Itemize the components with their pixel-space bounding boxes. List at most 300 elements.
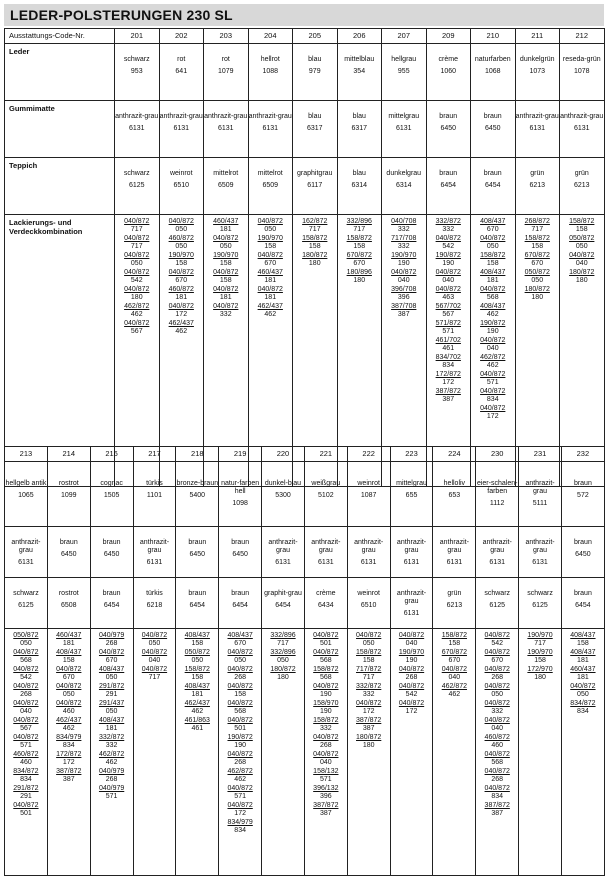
material-cell-content xyxy=(305,527,347,567)
paint-code: 040/979 xyxy=(98,632,125,639)
paint-combo xyxy=(519,649,561,665)
paint-code: 040/872 xyxy=(13,717,39,724)
material-cell-content xyxy=(134,578,176,610)
material-cell-content xyxy=(262,527,304,567)
material-code: 6450 xyxy=(484,125,501,132)
material-name: grün xyxy=(447,590,462,597)
paint-combo xyxy=(427,388,471,404)
material-cell-content xyxy=(249,158,293,190)
material-cell-content xyxy=(115,101,159,133)
material-code: 655 xyxy=(405,492,418,499)
paint-combo xyxy=(219,666,261,682)
material-cell xyxy=(337,44,382,101)
material-cell xyxy=(262,527,305,578)
material-code: 6117 xyxy=(307,182,323,189)
paint-code: 190/872 xyxy=(480,320,506,327)
material-code: 1065 xyxy=(18,492,34,499)
material-cell-content xyxy=(338,158,382,190)
top-code: 542 xyxy=(405,691,418,698)
material-cell xyxy=(262,462,305,527)
paint-code: 040/872 xyxy=(168,218,194,225)
top-code: 462 xyxy=(191,708,204,715)
top-code: 396 xyxy=(319,793,332,800)
material-name: blau xyxy=(352,170,366,177)
material-cell xyxy=(176,462,219,527)
material-name: mittelblau xyxy=(344,56,375,63)
paint-code: 408/437 xyxy=(98,666,125,673)
row-label-gummimatte: Gummimatte xyxy=(5,101,115,158)
paint-combo xyxy=(5,717,47,733)
top-code: 332 xyxy=(362,691,375,698)
paint-code: 460/872 xyxy=(168,235,194,242)
paint-combo xyxy=(305,734,347,750)
code-cell: 223 xyxy=(390,447,433,462)
paint-code: 040/872 xyxy=(213,303,239,310)
paint-code: 834/979 xyxy=(227,819,253,826)
paint-combo xyxy=(204,286,248,302)
paint-code: 387/872 xyxy=(356,717,382,724)
paint-code: 158/872 xyxy=(356,649,382,656)
top-code: 040 xyxy=(575,260,588,267)
paint-combo-cell xyxy=(347,629,390,876)
material-cell-content xyxy=(219,462,261,508)
material-code: 354 xyxy=(353,68,366,75)
material-name: mittelrot xyxy=(257,170,283,177)
paint-code: 387/872 xyxy=(435,388,461,395)
material-code: 1101 xyxy=(146,492,162,499)
paint-combo-cell xyxy=(476,629,519,876)
paint-code: 158/872 xyxy=(569,218,595,225)
material-code: 6450 xyxy=(232,551,248,558)
top-code: 291 xyxy=(20,793,32,800)
paint-code: 040/872 xyxy=(124,252,150,259)
paint-combo xyxy=(427,303,471,319)
top-code: 396 xyxy=(397,294,410,301)
paint-combo xyxy=(562,649,604,665)
paint-combo xyxy=(348,683,390,699)
paint-code: 460/872 xyxy=(484,734,510,741)
paint-combo xyxy=(433,666,475,682)
top-code: 040 xyxy=(405,640,418,647)
top-code: 268 xyxy=(319,742,332,749)
paint-code: 040/872 xyxy=(124,286,150,293)
material-cell xyxy=(204,158,249,215)
paint-code: 158/872 xyxy=(346,235,372,242)
paint-code: 158/872 xyxy=(524,235,550,242)
paint-combo xyxy=(476,785,518,801)
upholstery-table-top xyxy=(4,28,605,487)
paint-code: 408/437 xyxy=(480,269,506,276)
top-code: 268 xyxy=(405,674,418,681)
material-code: 953 xyxy=(130,68,143,75)
material-name: rostrot xyxy=(58,590,79,597)
material-name: anthrazit-grau xyxy=(139,539,170,554)
material-cell-content xyxy=(249,44,293,76)
material-code: 1078 xyxy=(573,68,590,75)
paint-combo xyxy=(476,700,518,716)
top-code: 158 xyxy=(191,640,204,647)
paint-combo xyxy=(476,734,518,750)
paint-code: 040/872 xyxy=(124,235,150,242)
top-code: 670 xyxy=(105,657,118,664)
material-name: mittelgrau xyxy=(396,480,427,487)
paint-combo xyxy=(91,751,133,767)
material-cell xyxy=(426,158,471,215)
material-cell-content xyxy=(91,462,133,500)
material-cell-content xyxy=(160,101,204,133)
top-code: 670 xyxy=(264,260,277,267)
row-label-leder: Leder xyxy=(5,44,115,101)
paint-code: 040/872 xyxy=(124,320,150,327)
top-code: 158 xyxy=(62,657,75,664)
paint-combo xyxy=(5,649,47,665)
paint-combo xyxy=(338,218,382,234)
material-code: 6131 xyxy=(395,125,412,132)
material-cell xyxy=(476,462,519,527)
material-code: 6213 xyxy=(446,602,463,609)
paint-code: 040/872 xyxy=(484,649,510,656)
code-cell: 203 xyxy=(204,29,249,44)
paint-code: 462/437 xyxy=(56,717,82,724)
paint-combo xyxy=(115,269,159,285)
paint-code: 291/872 xyxy=(13,785,39,792)
material-code: 6131 xyxy=(128,125,145,132)
code-cell: 230 xyxy=(476,447,519,462)
material-cell xyxy=(382,44,427,101)
top-code: 462 xyxy=(62,725,75,732)
top-code: 181 xyxy=(264,277,277,284)
paint-code: 040/872 xyxy=(435,235,461,242)
material-code: 6131 xyxy=(318,559,334,566)
code-cell: 212 xyxy=(560,29,605,44)
top-code: 180 xyxy=(534,674,546,681)
paint-combo xyxy=(391,649,433,665)
material-cell xyxy=(337,101,382,158)
paint-combo-cell xyxy=(90,629,133,876)
top-code: 040 xyxy=(486,345,499,352)
code-cell: 219 xyxy=(219,447,262,462)
material-code: 6450 xyxy=(189,551,206,558)
paint-code: 040/872 xyxy=(398,700,425,707)
top-code: 462 xyxy=(486,311,499,318)
top-code: 040 xyxy=(448,674,461,681)
paint-code: 190/970 xyxy=(213,252,239,259)
material-name: anthrazit-grau xyxy=(396,539,427,554)
material-name: braun xyxy=(573,539,592,546)
top-code: 387 xyxy=(397,311,410,318)
material-name: grün xyxy=(530,170,545,177)
top-code: 834 xyxy=(486,396,499,403)
material-code: 1098 xyxy=(232,500,248,507)
material-cell-content xyxy=(91,527,133,559)
paint-combo xyxy=(427,269,471,285)
paint-combo xyxy=(262,632,304,648)
top-code: 501 xyxy=(20,810,32,817)
paint-code: 040/872 xyxy=(13,734,39,741)
paint-combo xyxy=(91,717,133,733)
paint-combo xyxy=(471,354,515,370)
code-cell: 211 xyxy=(515,29,560,44)
material-name: braun xyxy=(573,480,592,487)
top-code: 571 xyxy=(105,793,118,800)
paint-code: 396/132 xyxy=(313,785,339,792)
code-cell: 213 xyxy=(5,447,48,462)
material-cell xyxy=(159,101,204,158)
paint-combo xyxy=(91,768,133,784)
material-cell-content xyxy=(293,44,337,76)
material-code: 653 xyxy=(448,492,461,499)
material-name: blau xyxy=(308,56,322,63)
paint-code: 040/872 xyxy=(435,269,461,276)
top-code: 387 xyxy=(319,810,332,817)
paint-combo xyxy=(391,666,433,682)
paint-code: 040/872 xyxy=(227,785,253,792)
paint-combo-cell xyxy=(262,629,305,876)
material-code: 5102 xyxy=(318,492,334,499)
paint-code: 190/970 xyxy=(391,252,417,259)
top-code: 158 xyxy=(531,243,544,250)
material-cell-content xyxy=(519,462,561,508)
material-cell-content xyxy=(516,158,560,190)
paint-code: 040/872 xyxy=(480,405,506,412)
material-code: 6314 xyxy=(351,182,368,189)
top-code: 181 xyxy=(577,674,589,681)
material-cell-content xyxy=(471,101,515,133)
material-cell-content xyxy=(562,578,604,610)
material-cell xyxy=(90,578,133,629)
material-code: 1088 xyxy=(262,68,279,75)
top-code: 050 xyxy=(148,640,161,647)
paint-combo xyxy=(160,235,204,251)
paint-code: 461/702 xyxy=(435,337,461,344)
paint-code: 834/702 xyxy=(435,354,461,361)
top-code: 387 xyxy=(442,396,455,403)
paint-code: 040/872 xyxy=(213,269,239,276)
material-name: anthrazit-grau xyxy=(525,539,555,554)
paint-combo xyxy=(382,303,426,319)
material-name: anthrazit-grau xyxy=(311,539,341,554)
material-cell xyxy=(304,462,347,527)
material-name: crème xyxy=(316,590,336,597)
paint-combo xyxy=(293,218,337,234)
paint-combo xyxy=(516,269,560,285)
paint-combo xyxy=(219,802,261,818)
paint-combo xyxy=(115,218,159,234)
top-code: 717 xyxy=(531,226,544,233)
paint-code: 460/872 xyxy=(168,286,194,293)
material-cell xyxy=(471,44,516,101)
paint-code: 387/872 xyxy=(484,802,510,809)
top-code: 172 xyxy=(405,708,418,715)
paint-combo xyxy=(433,632,475,648)
paint-combo xyxy=(305,751,347,767)
paint-combo-cell xyxy=(219,629,262,876)
material-cell-content xyxy=(348,462,390,500)
material-cell xyxy=(382,101,427,158)
top-code: 050 xyxy=(577,691,589,698)
paint-combo xyxy=(204,269,248,285)
top-code: 670 xyxy=(234,640,246,647)
material-name: eier-schalen-farben xyxy=(476,480,518,495)
paint-code: 332/872 xyxy=(435,218,461,225)
material-name: weinrot xyxy=(357,480,380,487)
material-cell xyxy=(219,527,262,578)
paint-combo xyxy=(427,337,471,353)
top-code: 670 xyxy=(448,657,461,664)
top-code: 158 xyxy=(362,657,375,664)
top-code: 332 xyxy=(397,226,410,233)
paint-code: 040/872 xyxy=(227,666,253,673)
material-code: 6131 xyxy=(573,125,590,132)
top-code: 181 xyxy=(486,277,499,284)
paint-combo xyxy=(293,235,337,251)
paint-combo xyxy=(562,683,604,699)
material-cell-content xyxy=(562,462,604,500)
paint-code: 190/970 xyxy=(527,649,553,656)
paint-combo xyxy=(204,218,248,234)
leder-row xyxy=(5,44,605,101)
top-code: 268 xyxy=(105,776,118,783)
top-code: 268 xyxy=(234,759,246,766)
paint-combo xyxy=(427,218,471,234)
paint-combo xyxy=(160,286,204,302)
material-cell xyxy=(433,462,476,527)
top-code: 050 xyxy=(575,243,588,250)
material-code: 6131 xyxy=(275,559,291,566)
material-cell-content xyxy=(433,578,475,610)
paint-code: 040/872 xyxy=(484,683,510,690)
paint-combo xyxy=(176,700,218,716)
paint-code: 040/872 xyxy=(356,632,382,639)
material-cell-content xyxy=(115,44,159,76)
paint-code: 040/872 xyxy=(141,649,168,656)
material-code: 6125 xyxy=(489,602,505,609)
paint-code: 180/872 xyxy=(569,269,595,276)
top-code: 542 xyxy=(20,674,32,681)
material-cell-content xyxy=(433,462,475,500)
paint-code: 040/872 xyxy=(398,666,425,673)
top-code: 291 xyxy=(105,691,118,698)
material-name: braun xyxy=(483,170,502,177)
code-cell: 221 xyxy=(304,447,347,462)
material-name: anthrazit-grau xyxy=(115,113,159,120)
paint-code: 040/872 xyxy=(480,286,506,293)
paint-code: 461/863 xyxy=(184,717,210,724)
code-cell: 202 xyxy=(159,29,204,44)
paint-code: 462/872 xyxy=(98,751,125,758)
paint-code: 460/437 xyxy=(56,632,82,639)
material-name: braun xyxy=(231,539,250,546)
top-code: 717 xyxy=(534,640,546,647)
paint-combo xyxy=(115,235,159,251)
top-code: 717 xyxy=(353,226,366,233)
top-code: 717 xyxy=(130,226,143,233)
material-cell xyxy=(561,578,604,629)
top-code: 190 xyxy=(397,260,410,267)
lackierung-row-bottom xyxy=(5,629,605,876)
paint-code: 040/872 xyxy=(398,683,425,690)
material-cell xyxy=(515,101,560,158)
paint-combo xyxy=(204,252,248,268)
paint-combo xyxy=(219,683,261,699)
paint-code: 040/872 xyxy=(56,683,82,690)
material-name: crème xyxy=(438,56,458,63)
paint-code: 040/872 xyxy=(570,683,596,690)
top-code: 050 xyxy=(62,691,75,698)
paint-combo xyxy=(160,269,204,285)
paint-code: 040/872 xyxy=(356,700,382,707)
material-code: 5300 xyxy=(275,492,291,499)
paint-code: 332/896 xyxy=(270,632,296,639)
top-code: 268 xyxy=(20,691,32,698)
paint-combo xyxy=(249,303,293,319)
top-code: 387 xyxy=(491,810,504,817)
paint-combo xyxy=(5,768,47,784)
paint-combo xyxy=(48,632,90,648)
top-code: 050 xyxy=(105,708,118,715)
paint-code: 040/872 xyxy=(484,632,510,639)
material-code: 6125 xyxy=(128,182,145,189)
paint-code: 408/437 xyxy=(184,632,210,639)
paint-code: 040/872 xyxy=(13,683,39,690)
material-cell xyxy=(347,462,390,527)
paint-code: 332/872 xyxy=(356,683,382,690)
material-code: 1079 xyxy=(217,68,234,75)
paint-combo xyxy=(219,819,261,835)
top-code: 181 xyxy=(175,294,188,301)
paint-combo-cell xyxy=(47,629,90,876)
paint-code: 040/979 xyxy=(98,768,125,775)
paint-combo xyxy=(560,218,604,234)
top-code: 568 xyxy=(486,294,499,301)
paint-code: 460/437 xyxy=(257,269,283,276)
paint-code: 408/437 xyxy=(570,632,596,639)
material-name: bronze-braun xyxy=(176,480,219,487)
material-code: 6454 xyxy=(575,602,591,609)
material-cell-content xyxy=(176,462,218,500)
top-code: 040 xyxy=(148,657,161,664)
material-name: braun xyxy=(573,590,592,597)
material-cell xyxy=(293,44,338,101)
top-code: 190 xyxy=(319,708,332,715)
material-code: 1112 xyxy=(489,500,505,507)
paint-code: 040/872 xyxy=(398,632,425,639)
paint-combo-cell xyxy=(304,629,347,876)
paint-code: 190/970 xyxy=(398,649,425,656)
material-cell xyxy=(515,44,560,101)
paint-code: 408/437 xyxy=(98,717,125,724)
paint-code: 462/437 xyxy=(257,303,283,310)
material-cell-content xyxy=(427,158,471,190)
paint-combo xyxy=(91,734,133,750)
top-code: 332 xyxy=(105,742,118,749)
material-cell xyxy=(304,527,347,578)
paint-code: 717/872 xyxy=(356,666,382,673)
top-code: 268 xyxy=(491,674,504,681)
paint-code: 040/872 xyxy=(13,649,39,656)
paint-combo xyxy=(176,717,218,733)
paint-code: 040/872 xyxy=(213,235,239,242)
paint-combo xyxy=(476,751,518,767)
top-code: 571 xyxy=(319,776,332,783)
material-name: braun xyxy=(439,113,458,120)
top-code: 180 xyxy=(130,294,143,301)
top-code: 670 xyxy=(353,260,366,267)
material-cell-content xyxy=(476,462,518,508)
top-code: 050 xyxy=(105,674,118,681)
paint-combo xyxy=(5,632,47,648)
row-label-lackierung: Lackierungs- und Verdeckkombination xyxy=(5,215,115,487)
